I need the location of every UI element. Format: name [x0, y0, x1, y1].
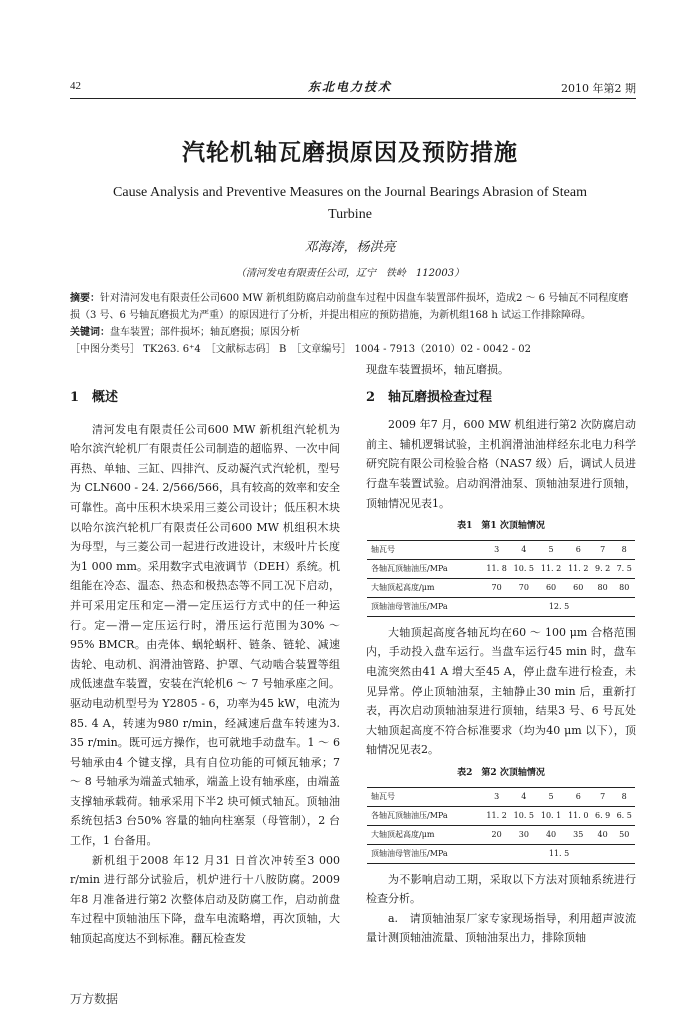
table-cell: 11. 2: [565, 559, 592, 578]
keywords-label: 关键词：: [70, 327, 110, 338]
table-cell: 50: [613, 825, 635, 844]
table-cell: 3: [483, 540, 510, 559]
table-row: [367, 787, 635, 806]
table-cell: 4: [510, 540, 537, 559]
journal-name: 东北电力技术: [307, 80, 392, 94]
table-cell: 8: [613, 540, 635, 559]
table-row: [367, 540, 635, 559]
table1: [367, 540, 635, 617]
table2: [367, 787, 635, 864]
table-cell: 7. 5: [613, 559, 635, 578]
paragraph-inspection: 2009 年7 月，600 MW 机组进行第2 次防腐启动前主、辅机逻辑试验，主机润滑油油样经东北电力科学研究院有限公司检验合格（NAS7 级）后，调试人员进行盘车装置试验。启动润滑油泵、顶轴油泵进行顶轴，顶轴情况见表1。: [366, 418, 636, 510]
table-cell: 8: [613, 787, 635, 806]
table-cell: 各轴瓦顶轴油压/MPa: [367, 559, 483, 578]
table-cell: 11. 2: [483, 806, 510, 825]
keywords-body: 盘车装置；部件损坏；轴瓦磨损；原因分析: [110, 327, 300, 338]
table-cell: 5: [537, 787, 564, 806]
table-cell: 70: [510, 578, 537, 597]
article-title-en: Cause Analysis and Preventive Measures on the Journal Bearings Abrasion of Steam Turbine: [113, 185, 587, 222]
table-cell: 顶轴油母管油压/MPa: [367, 844, 483, 863]
table-cell: 9. 2: [592, 559, 614, 578]
table-cell: 60: [537, 578, 564, 597]
table-cell: 10. 5: [510, 806, 537, 825]
table2-caption: 表2 第2 次顶轴情况: [457, 767, 545, 778]
table-cell: 35: [565, 825, 592, 844]
table-cell: 6. 5: [613, 806, 635, 825]
abstract-label: 摘要：: [70, 293, 100, 304]
table-cell: 30: [510, 825, 537, 844]
paragraph-result: 大轴顶起高度各轴瓦均在60 ～ 100 μm 合格范围内，手动投入盘车运行。当盘车运行45 min 时，盘车电流突然由41 A 增大至45 A，停止盘车进行检查，未见异常。停止顶轴油泵，主轴静止30 min 后，重新打表，再次启动顶轴油泵进行顶轴，结果3 号、6 号瓦处大轴顶起高度不符合标准要求（均为40 μm 以下），顶轴情况见表2。: [366, 625, 636, 757]
paragraph-history: 新机组于2008 年12 月31 日首次冲转至3 000 r/min 进行部分试验后，机炉进行十八胺防腐。2009 年8 月准备进行第2 次整体启动及防腐工作，启动前盘车过程中顶轴油压下降，盘车电流略增，再次顶轴，大轴顶起高度达不到标准。翻瓦检查发: [70, 853, 340, 946]
section-heading-2: 2 轴瓦磨损检查过程: [366, 389, 493, 405]
table-row: [367, 806, 635, 825]
table-row: [367, 825, 635, 844]
table-cell: 10. 1: [537, 806, 564, 825]
table-cell: 5: [537, 540, 564, 559]
affiliation: （清河发电有限责任公司，辽宁 铁岭 112003）: [235, 268, 465, 279]
table-cell: 11. 2: [537, 559, 564, 578]
table-cell: 4: [510, 787, 537, 806]
table-cell: 40: [592, 825, 614, 844]
paragraph-overview: 清河发电有限责任公司600 MW 新机组汽轮机为哈尔滨汽轮机厂有限责任公司制造的超临界、一次中间再热、单轴、三缸、四排汽、反动凝汽式汽轮机，型号为 CLN600 - 24. 2/566/566，具有较高的效率和安全可靠性。高中压积木块采用三菱公司设计；低压积木块以哈尔滨汽轮机厂有限责任公司600 MW 机组积木块为母型，与三菱公司一起进行改进设计，末级叶片长度为1 000 mm。采用数字式电液调节（DEH）系统。机组能在冷态、温态、热态和极热态等不同工况下启动，并可采用定压和定—滑—定压运行方式中的任一种运行。定—滑—定压运行时，滑压运行范围为30% ～ 95% BMCR。由壳体、蜗轮蜗杆、链条、链轮、减速齿轮、电动机、润滑油管路、护罩、气动啮合装置等组成低速盘车装置，安装在汽轮机6 ～ 7 号轴承座之间。驱动电动机型号为 Y2805 - 6，功率为45 kW，电流为85. 4 A，转速为980 r/min，经减速后盘车转速为3. 35 r/min。既可远方操作，也可就地手动盘车。1 ～ 6 号轴承由4 个键支撑，具有自位功能的可倾瓦轴承；7 ～ 8 号轴承为端盖式轴承，端盖上设有轴承座，由端盖支撑轴承载荷。轴承采用下半2 块可倾式轴瓦。顶轴油系统包括3 台50% 容量的轴向柱塞泵（母管制），2 台工作，1 台备用。: [70, 422, 340, 848]
table-cell: 12. 5: [483, 597, 635, 616]
table-cell: 40: [537, 825, 564, 844]
table-cell: 80: [592, 578, 614, 597]
paragraph-step-a: a. 请顶轴油泵厂家专家现场指导，利用超声波流量计测顶轴油流量、顶轴油泵出力，排除顶轴: [366, 911, 636, 945]
table-cell: 6. 9: [592, 806, 614, 825]
table-cell: 11. 8: [483, 559, 510, 578]
table-cell: 各轴瓦顶轴油压/MPa: [367, 806, 483, 825]
authors: 邓海涛，杨洪亮: [304, 240, 396, 255]
abstract-body: 针对清河发电有限责任公司600 MW 新机组防腐启动前盘车过程中因盘车装置部件损坏，造成2 ～ 6 号轴瓦不同程度磨损（3 号、6 号轴瓦磨损尤为严重）的原因进行了分析，并提出相应的预防措施，为新机组168 h 试运工作排除障碍。: [70, 293, 629, 321]
watermark-footer: 万方数据: [70, 992, 119, 1006]
table-cell: 3: [483, 787, 510, 806]
table-cell: 70: [483, 578, 510, 597]
table-row: [367, 578, 635, 597]
table-cell: 6: [565, 540, 592, 559]
page-number: 42: [70, 80, 81, 92]
article-title-cn: 汽轮机轴瓦磨损原因及预防措施: [182, 139, 518, 166]
table-row: [367, 844, 635, 863]
table-cell: 7: [592, 787, 614, 806]
classification-line: ［中图分类号］ TK263. 6⁺4 ［文献标志码］ B ［文章编号］ 1004 - 7913（2010）02 - 0042 - 02: [70, 344, 531, 355]
table-cell: 20: [483, 825, 510, 844]
paragraph-method: 为不影响启动工期，采取以下方法对顶轴系统进行检查分析。: [366, 872, 636, 906]
table-cell: 11. 5: [483, 844, 635, 863]
table-cell: 60: [565, 578, 592, 597]
table-row: [367, 597, 635, 616]
table-cell: 6: [565, 787, 592, 806]
table-cell: 11. 0: [565, 806, 592, 825]
table-cell: 7: [592, 540, 614, 559]
table-cell: 大轴顶起高度/μm: [367, 578, 483, 597]
table-cell: 80: [613, 578, 635, 597]
table-cell: 10. 5: [510, 559, 537, 578]
header-rule: [70, 98, 636, 99]
table-cell: 轴瓦号: [367, 540, 483, 559]
table-cell: 大轴顶起高度/μm: [367, 825, 483, 844]
table-cell: 轴瓦号: [367, 787, 483, 806]
table1-caption: 表1 第1 次顶轴情况: [457, 521, 545, 532]
left-column: [70, 388, 340, 949]
issue-label: 2010 年第2 期: [561, 82, 636, 95]
abstract-text: [70, 290, 636, 324]
right-column: [366, 360, 636, 948]
section-heading-1: 1 概述: [70, 390, 119, 405]
keywords: [70, 324, 636, 341]
table-row: [367, 559, 635, 578]
abstract-block: [70, 290, 636, 358]
table-cell: 顶轴油母管油压/MPa: [367, 597, 483, 616]
paragraph-continued: 现盘车装置损坏，轴瓦磨损。: [366, 363, 509, 376]
